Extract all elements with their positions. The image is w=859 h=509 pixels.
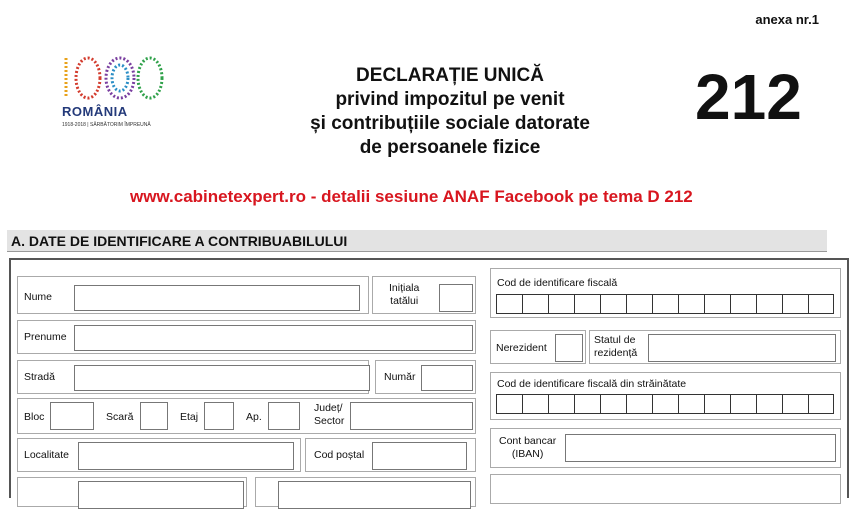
label-initiala-line2: tatălui [390,295,419,307]
label-localitate: Localitate [24,449,69,461]
strada-input[interactable] [74,365,370,391]
form-number: 212 [695,61,802,133]
cif-strain-cells[interactable] [496,394,834,414]
label-cont-line1: Cont bancar [499,435,557,447]
iban-input[interactable] [565,434,836,462]
romania-100-logo-icon [58,52,168,132]
nerezident-checkbox[interactable] [555,334,583,362]
label-cif: Cod de identificare fiscală [497,277,618,289]
label-statut-line1: Statul de [594,334,636,346]
label-nume: Nume [24,291,53,303]
label-initiala-line1: Inițiala [389,282,420,294]
row-next-right [255,477,476,507]
label-strada: Stradă [24,371,55,383]
row-localitate [17,438,301,472]
label-initiala [389,282,419,308]
annex-label: anexa nr.1 [755,12,819,27]
label-judet-line1: Județ/ [314,402,343,414]
row-next-left [17,477,247,507]
numar-input[interactable] [421,365,473,391]
ap-input[interactable] [268,402,300,430]
cod-postal-input[interactable] [372,442,467,470]
nume-input[interactable] [74,285,360,311]
localitate-input[interactable] [78,442,294,470]
bloc-input[interactable] [50,402,94,430]
promo-link[interactable]: www.cabinetexpert.ro - detalii sesiune ANAF Facebook pe tema D 212 [130,187,693,206]
initiala-input[interactable] [439,284,473,312]
row-nume [17,276,369,314]
judet-input[interactable] [350,402,473,430]
title-line-4: de persoanele fizice [359,137,541,158]
cif-cells[interactable] [496,294,834,314]
label-statut-line2: rezidență [594,347,638,359]
row-initiala [372,276,476,314]
label-judet [314,402,344,428]
row-prenume [17,320,476,354]
row-bloc [17,398,476,434]
title-line-1: DECLARAȚIE UNICĂ [356,65,544,86]
row-cod-postal [305,438,476,472]
label-cont [499,435,556,461]
next-right-input[interactable] [278,481,471,509]
next-left-input[interactable] [78,481,244,509]
title-line-3: și contribuțiile sociale datorate [310,113,590,134]
label-numar: Număr [384,371,416,383]
scara-input[interactable] [140,402,168,430]
label-nerezident: Nerezident [496,342,547,354]
prenume-input[interactable] [74,325,473,351]
logo-subtitle: 1918-2018 | SĂRBĂTORIM ÎMPREUNĂ [62,122,151,128]
label-scara: Scară [106,411,134,423]
label-bloc: Bloc [24,411,45,423]
statut-input[interactable] [648,334,836,362]
label-cont-line2: (IBAN) [511,448,544,460]
label-statut [594,334,637,360]
label-etaj: Etaj [180,411,199,423]
label-cif-strain: Cod de identificare fiscală din străinătate [497,378,687,390]
row-cont [490,428,841,468]
logo-word: ROMÂNIA [62,104,128,119]
section-a-header: A. DATE DE IDENTIFICARE A CONTRIBUABILULUI [7,230,827,252]
label-cod-postal: Cod poștal [314,449,365,461]
label-ap: Ap. [246,411,262,423]
row-next-right-2 [490,474,841,504]
form-title [260,64,640,160]
etaj-input[interactable] [204,402,234,430]
row-statut [589,330,841,364]
row-cif [490,268,841,318]
row-cif-strain [490,372,841,420]
title-line-2: privind impozitul pe venit [335,89,565,110]
row-nerezident [490,330,586,364]
section-a-frame [9,258,849,498]
label-judet-line2: Sector [314,415,345,427]
label-prenume: Prenume [24,331,67,343]
row-strada [17,360,369,394]
row-numar [375,360,476,394]
